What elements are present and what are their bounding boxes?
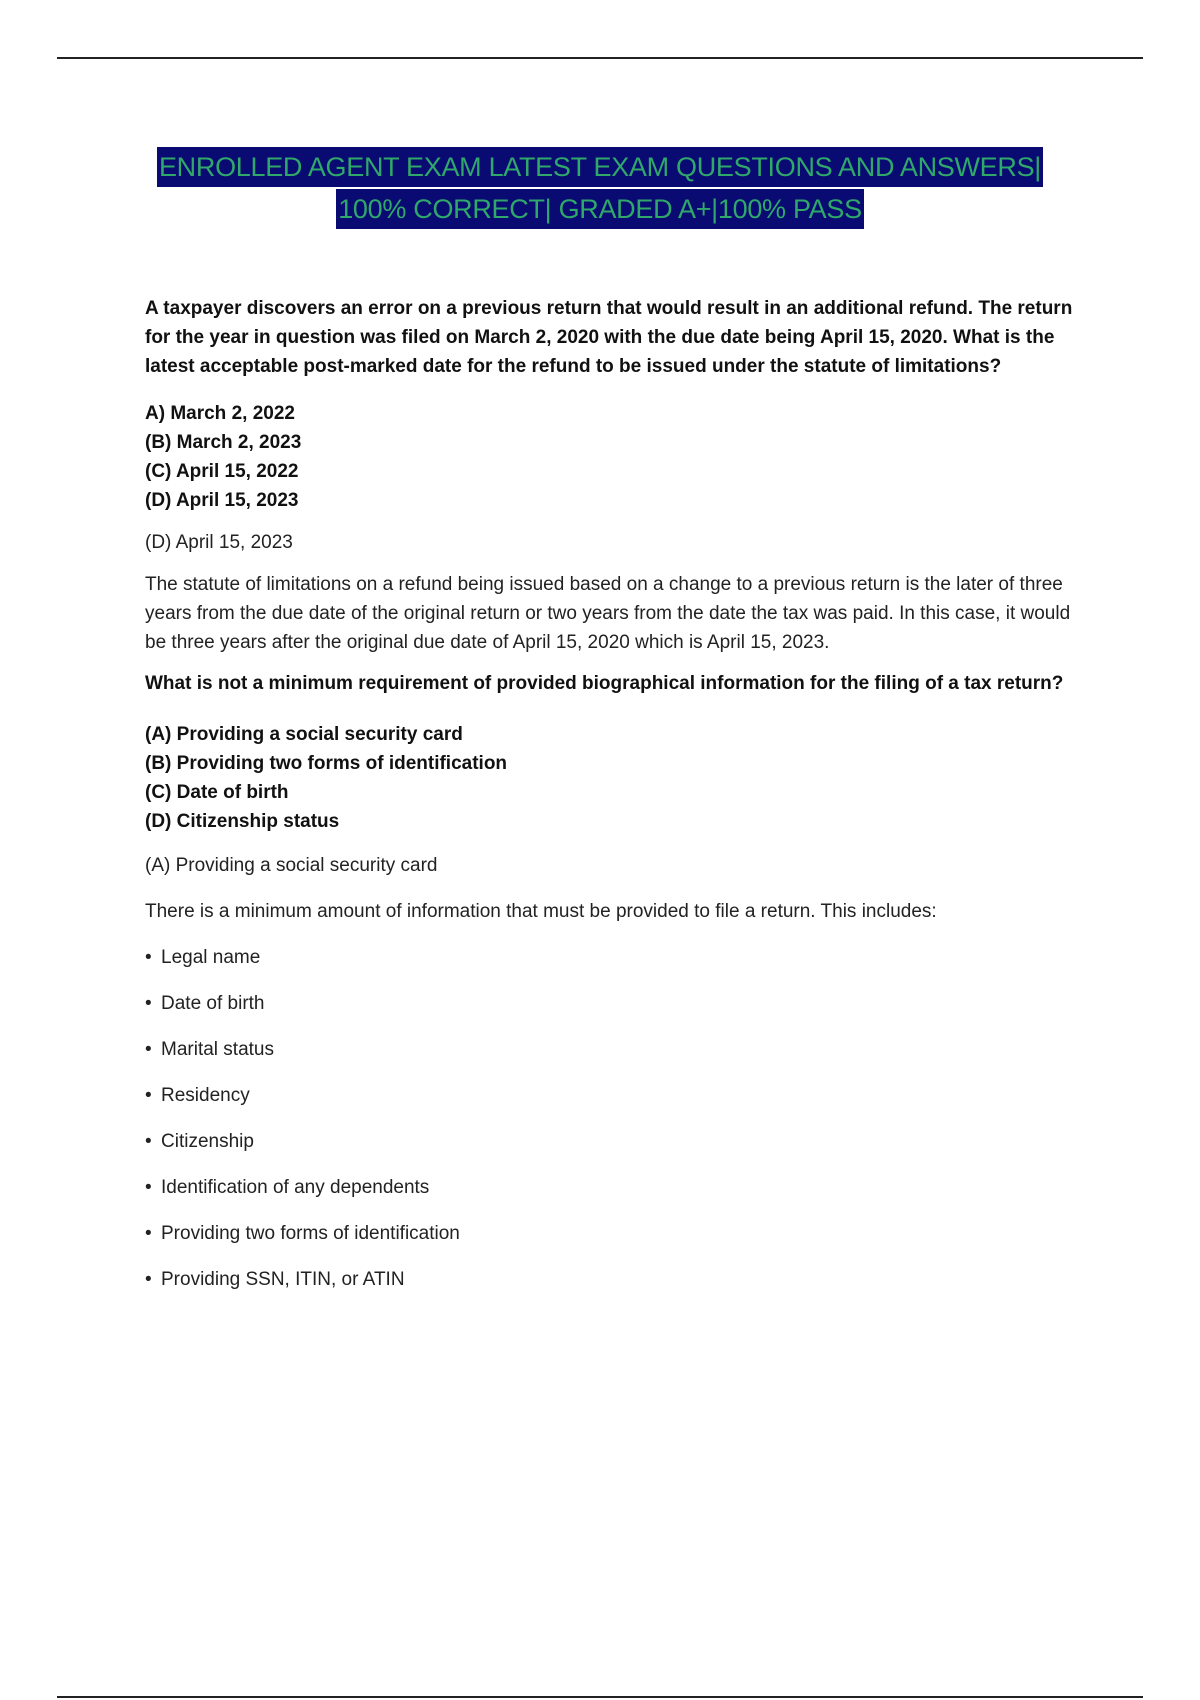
bullet-icon: • — [145, 1269, 152, 1290]
list-item: • Residency — [145, 1081, 1080, 1110]
bullet-icon: • — [145, 1039, 152, 1060]
list-item: • Providing two forms of identification — [145, 1219, 1080, 1248]
option: (C) Date of birth — [145, 782, 289, 803]
option: (A) Providing a social security card — [145, 724, 463, 745]
bottom-rule — [57, 1696, 1143, 1698]
question-2-answer: (A) Providing a social security card — [145, 855, 438, 876]
option: (D) Citizenship status — [145, 811, 340, 832]
list-item: • Providing SSN, ITIN, or ATIN — [145, 1265, 1080, 1294]
option: (B) Providing two forms of identification — [145, 753, 508, 774]
question-1-answer: (D) April 15, 2023 — [145, 532, 293, 553]
document-body — [145, 294, 1080, 1294]
bullet-icon: • — [145, 947, 152, 968]
title-line-1: ENROLLED AGENT EXAM LATEST EXAM QUESTIONS AND ANSWERS| — [157, 147, 1043, 187]
question-1-options — [145, 399, 1080, 515]
question-2-explanation: There is a minimum amount of information that must be provided to file a return. This includes: — [145, 901, 937, 922]
list-item: • Legal name — [145, 943, 1080, 972]
option: (B) March 2, 2023 — [145, 432, 302, 453]
title-line-2: 100% CORRECT| GRADED A+|100% PASS — [336, 189, 864, 229]
question-2-options — [145, 720, 1080, 836]
top-rule — [57, 57, 1143, 59]
question-1: A taxpayer discovers an error on a previous return that would result in an additional refund. The return for the year in question was filed on March 2, 2020 with the due date being April 15, 2020. What is the latest acceptable post-marked date for the refund to be issued under the statute of limitations? — [145, 298, 1073, 377]
bullet-icon: • — [145, 1223, 152, 1244]
bullet-icon: • — [145, 993, 152, 1014]
question-2: What is not a minimum requirement of provided biographical information for the filing of a tax return? — [145, 673, 1064, 694]
bullet-icon: • — [145, 1131, 152, 1152]
list-item: • Date of birth — [145, 989, 1080, 1018]
document-title — [100, 146, 1100, 230]
option: (D) April 15, 2023 — [145, 490, 299, 511]
question-1-explanation: The statute of limitations on a refund being issued based on a change to a previous return is the later of three years from the due date of the original return or two years from the date the tax was paid. In this case, it would be three years after the original due date of April 15, 2020 which is April 15, 2023. — [145, 574, 1071, 653]
list-item: • Citizenship — [145, 1127, 1080, 1156]
bullet-icon: • — [145, 1177, 152, 1198]
requirements-list — [145, 943, 1080, 1294]
list-item: • Identification of any dependents — [145, 1173, 1080, 1202]
option: A) March 2, 2022 — [145, 403, 295, 424]
option: (C) April 15, 2022 — [145, 461, 299, 482]
list-item: • Marital status — [145, 1035, 1080, 1064]
bullet-icon: • — [145, 1085, 152, 1106]
